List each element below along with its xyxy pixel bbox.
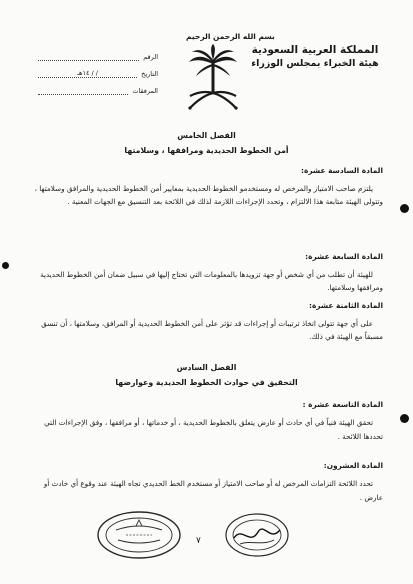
attachments-row [38,78,158,95]
page-number: ٧ [196,536,201,546]
date-row [38,61,158,78]
article-18-title: المادة الثامنة عشرة: [308,301,383,310]
ref-line [38,52,139,61]
letter-meta [38,44,158,95]
kingdom-name: المملكة العربية السعودية [251,44,379,56]
chapter-six-title: الفصل السادس [176,363,237,372]
article-16 [31,165,383,208]
ref-label: الرقم [143,53,158,61]
article-17-text: للهيئة أن تطلب من أي شخص أو جهة تزويدها بالمعلومات التي تحتاج إليها في سبيل ضمان أمن الخطوط الحديدية ومرافقها وسلامتها. [40,270,383,292]
article-20-title: المادة العشرون: [323,461,383,470]
article-19-text: تحقق الهيئة فنياً في أي حادث أو عارض يتعلق بالخطوط الحديدية ، أو خدماتها ، أو مرافقها ، وفق الإجراءات التي تحددها اللائحة . [44,418,383,441]
agency-name: هيئة الخبراء بمجلس الوزراء [251,58,379,69]
date-label: التاريخ [141,70,158,78]
ref-row [38,44,158,61]
chapter-five-subtitle: أمن الخطوط الحديدية ومرافقها ، وسلامتها [124,146,289,155]
article-17-title: المادة السابعة عشرة: [305,252,383,261]
article-18 [31,300,383,343]
article-20-text: تحدد اللائحة التزامات المرخص له أو صاحب الامتياز أو مستخدم الخط الحديدي تجاه الهيئة عند وقوع أي حادث أو عارض . [43,479,383,502]
date-value: / / ١٤هـ [38,69,137,78]
article-19-title: المادة التاسعة عشرة : [302,400,383,409]
basmala: بسم الله الرحمن الرحيم [186,32,275,41]
signature-icon [224,512,290,558]
article-17 [31,251,383,294]
article-20 [31,460,383,505]
attachments-label: المرفقات [132,87,158,95]
punch-hole-mark [400,414,409,423]
article-16-text: يلتزم صاحب الامتياز والمرخص له ومستخدمو الخطوط الحديدية بمعايير أمن الخطوط الحديدية والمرافق وسلامتها ، وتتولى الهيئة متابعة هذا الالتزام ، وتحدد الإجراءات اللازمة لذلك في اللائحة بعد التنسيق مع الجهات المعنية . [34,184,383,206]
chapter-five-title: الفصل الخامس [177,131,236,140]
punch-hole-mark [400,204,409,213]
chapter-six-subtitle: التحقيق في حوادث الخطوط الحديدية وعوارضها [115,378,298,387]
letterhead-right [245,44,385,69]
article-19 [31,399,383,444]
article-18-text: على أي جهة تتولى اتخاذ ترتيبات أو إجراءات قد تؤثر على أمن الخطوط الحديدية أو المرافق، وسلامتها ، أن تنسق مسبقاً مع الهيئة في ذلك. [41,319,383,341]
official-seal-icon [96,510,182,560]
attachments-line [38,86,128,95]
saudi-emblem-icon [186,44,240,112]
punch-hole-mark [2,262,9,269]
article-16-title: المادة السادسة عشرة: [301,166,383,175]
